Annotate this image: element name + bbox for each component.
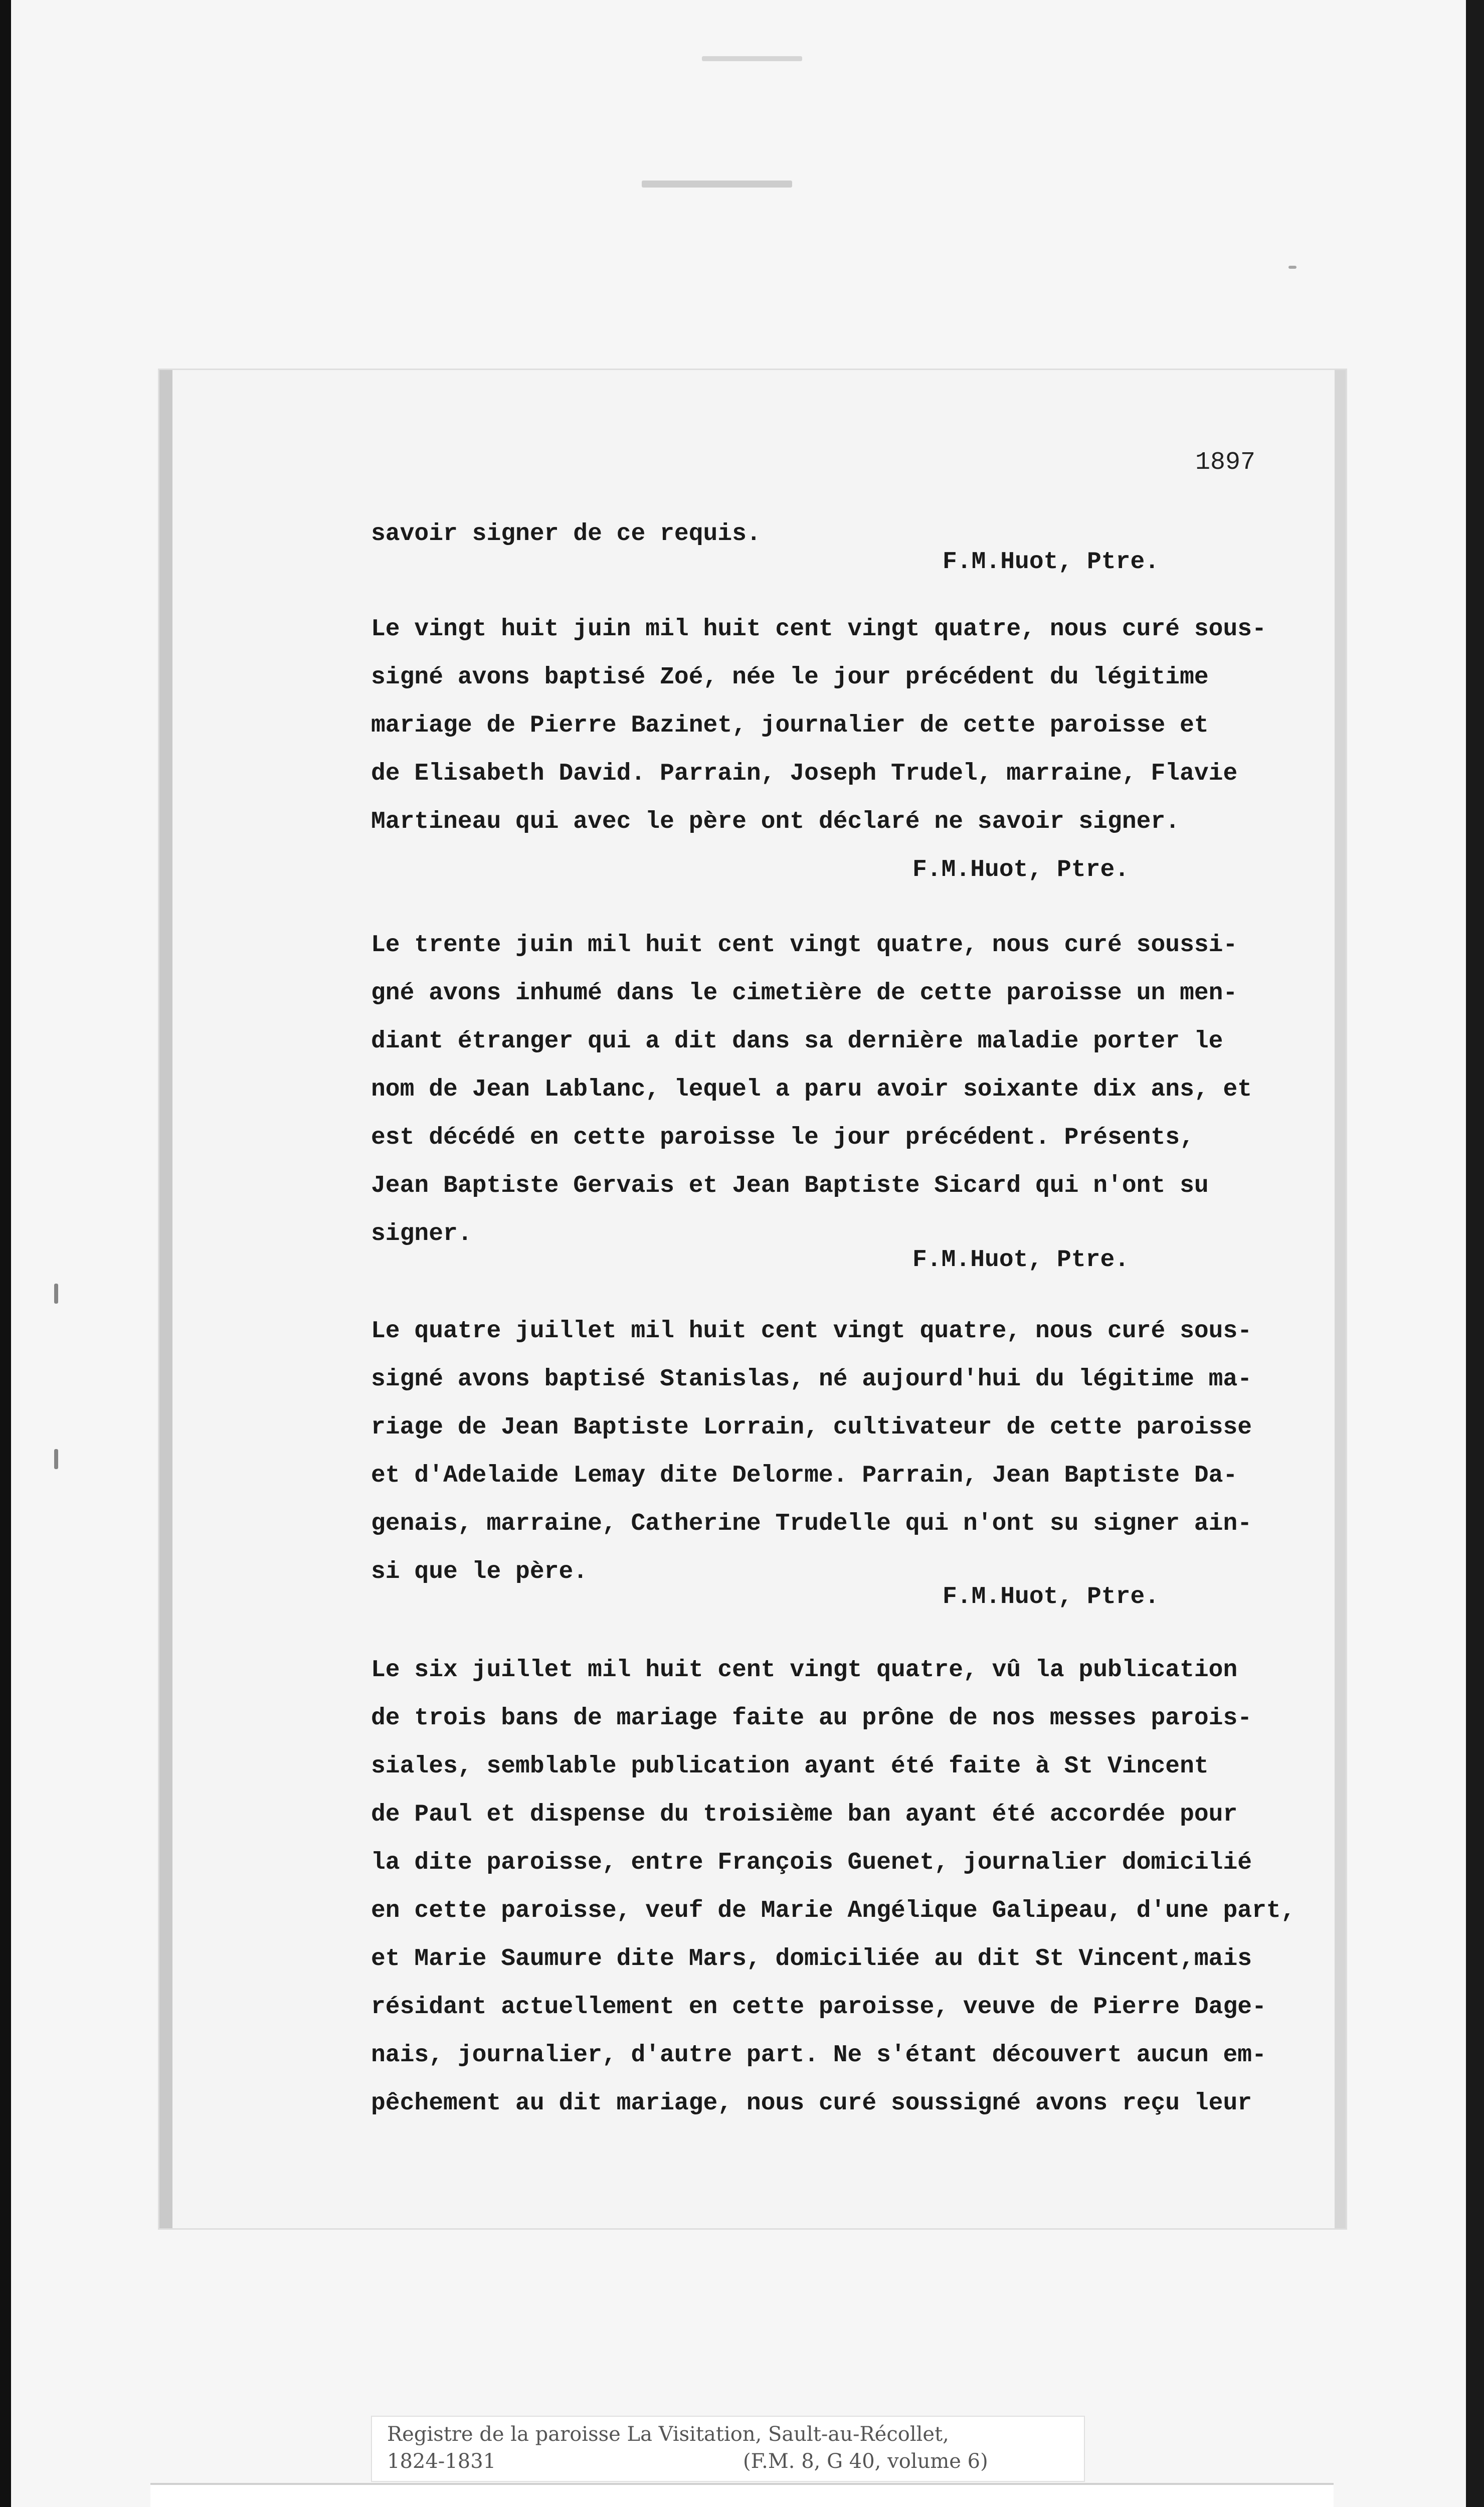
entry-2-line-6: Jean Baptiste Gervais et Jean Baptiste Sicard qui n'ont su xyxy=(371,1172,1209,1199)
entry-2-line-3: diant étranger qui a dit dans sa dernière maladie porter le xyxy=(371,1028,1223,1055)
entry-4-line-3: siales, semblable publication ayant été faite à St Vincent xyxy=(371,1753,1209,1780)
dust-speck xyxy=(702,56,802,61)
reference-slip xyxy=(371,2416,1085,2482)
reference-years: 1824-1831 xyxy=(387,2450,496,2473)
entry-2-line-7: signer. xyxy=(371,1220,472,1247)
entry-3-line-5: genais, marraine, Catherine Trudelle qui n'ont su signer ain- xyxy=(371,1510,1252,1537)
entry-4-line-5: la dite paroisse, entre François Guenet, journalier domicilié xyxy=(371,1849,1252,1876)
reference-line-1: Registre de la paroisse La Visitation, Sault-au-Récollet, xyxy=(387,2423,949,2446)
entry-4-line-4: de Paul et dispense du troisième ban ayant été accordée pour xyxy=(371,1801,1238,1828)
entry-1-signature: F.M.Huot, Ptre. xyxy=(912,856,1130,883)
entry-4-line-2: de trois bans de mariage faite au prône de nos messes parois- xyxy=(371,1705,1252,1732)
entry-1-line-1: Le vingt huit juin mil huit cent vingt quatre, nous curé sous- xyxy=(371,616,1266,643)
film-edge-left xyxy=(0,0,11,2507)
archives-label-card xyxy=(150,2483,1334,2507)
signature: F.M.Huot, Ptre. xyxy=(943,549,1160,576)
reference-volume: (F.M. 8, G 40, volume 6) xyxy=(743,2450,988,2473)
entry-4-line-9: nais, journalier, d'autre part. Ne s'étant découvert aucun em- xyxy=(371,2042,1266,2069)
film-edge-right xyxy=(1466,0,1484,2507)
entry-3-line-2: signé avons baptisé Stanislas, né aujourd'hui du légitime ma- xyxy=(371,1366,1252,1393)
entry-1-line-4: de Elisabeth David. Parrain, Joseph Trudel, marraine, Flavie xyxy=(371,760,1238,787)
entry-4-line-7: et Marie Saumure dite Mars, domiciliée au dit St Vincent,mais xyxy=(371,1945,1252,1973)
entry-3-line-6: si que le père. xyxy=(371,1558,588,1585)
dust-speck xyxy=(1288,266,1296,269)
entry-4-line-10: pêchement au dit mariage, nous curé soussigné avons reçu leur xyxy=(371,2090,1252,2117)
entry-1-line-2: signé avons baptisé Zoé, née le jour précédent du légitime xyxy=(371,664,1209,691)
dust-speck xyxy=(54,1284,58,1304)
typed-register-page xyxy=(159,370,1346,2228)
entry-4-line-6: en cette paroisse, veuf de Marie Angélique Galipeau, d'une part, xyxy=(371,1897,1295,1924)
entry-3-line-3: riage de Jean Baptiste Lorrain, cultivateur de cette paroisse xyxy=(371,1414,1252,1441)
entry-2-line-4: nom de Jean Lablanc, lequel a paru avoir soixante dix ans, et xyxy=(371,1076,1252,1103)
entry-1-line-3: mariage de Pierre Bazinet, journalier de cette paroisse et xyxy=(371,712,1209,739)
entry-3-line-1: Le quatre juillet mil huit cent vingt quatre, nous curé sous- xyxy=(371,1318,1252,1345)
dust-speck xyxy=(642,181,792,188)
entry-2-signature: F.M.Huot, Ptre. xyxy=(912,1246,1130,1274)
entry-2-line-2: gné avons inhumé dans le cimetière de cette paroisse un men- xyxy=(371,980,1238,1007)
entry-3-line-4: et d'Adelaide Lemay dite Delorme. Parrain, Jean Baptiste Da- xyxy=(371,1462,1238,1489)
entry-4-line-8: résidant actuellement en cette paroisse, veuve de Pierre Dage- xyxy=(371,1994,1266,2021)
entry-2-line-1: Le trente juin mil huit cent vingt quatre, nous curé soussi- xyxy=(371,932,1238,959)
opening-line: savoir signer de ce requis. xyxy=(371,520,761,548)
entry-1-line-5: Martineau qui avec le père ont déclaré ne savoir signer. xyxy=(371,808,1180,835)
entry-3-signature: F.M.Huot, Ptre. xyxy=(943,1583,1160,1610)
page-number: 1897 xyxy=(1195,448,1256,477)
entry-2-line-5: est décédé en cette paroisse le jour précédent. Présents, xyxy=(371,1124,1194,1151)
entry-4-line-1: Le six juillet mil huit cent vingt quatre, vû la publication xyxy=(371,1657,1238,1684)
dust-speck xyxy=(54,1449,58,1469)
